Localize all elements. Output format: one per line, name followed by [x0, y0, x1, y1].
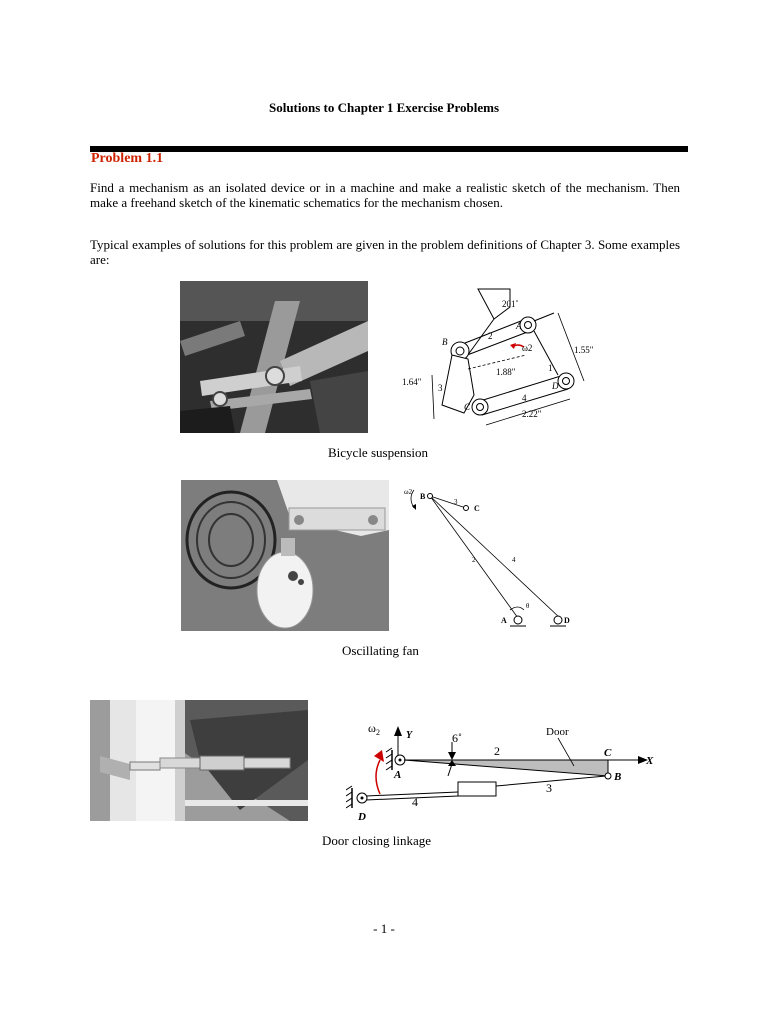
- oscillating-fan-photo: [181, 480, 389, 631]
- page-number: - 1 -: [373, 921, 395, 936]
- bicycle-dim-222: 2.22": [522, 409, 542, 419]
- solution-intro: Typical examples of solutions for this problem are given in the problem definitions of Chapter 3. Some examples are:: [90, 237, 680, 267]
- oscillating-fan-schematic: [400, 484, 580, 634]
- door-closer-photo: [90, 700, 308, 821]
- door-y-axis-label: Y: [406, 730, 413, 741]
- bicycle-dim-155: 1.55": [574, 345, 594, 355]
- fan-link-3: 3: [454, 498, 458, 506]
- bicycle-link-2: 2: [488, 331, 493, 341]
- fan-link-2: 2: [472, 556, 476, 564]
- bicycle-suspension-photo: [180, 281, 368, 433]
- bicycle-dim-188: 1.88": [496, 367, 516, 377]
- door-closing-caption: Door closing linkage: [322, 833, 432, 848]
- bicycle-link-4: 4: [522, 393, 527, 403]
- bicycle-link-3: 3: [438, 383, 443, 393]
- door-label-d: D: [358, 811, 366, 823]
- door-label-a: A: [394, 769, 402, 781]
- door-label-c: C: [604, 747, 612, 759]
- fan-label-c: C: [474, 504, 480, 513]
- fan-omega-label: ω2: [404, 488, 413, 496]
- fan-label-b: B: [420, 492, 426, 501]
- door-label-b: B: [614, 771, 622, 783]
- door-omega-label: ω: [368, 721, 376, 735]
- oscillating-fan-caption: Oscillating fan: [342, 643, 419, 658]
- bicycle-label-a: A: [516, 321, 522, 331]
- page-title: Solutions to Chapter 1 Exercise Problems: [268, 100, 500, 115]
- bicycle-dim-164: 1.64": [402, 377, 422, 387]
- bicycle-suspension-caption: Bicycle suspension: [328, 445, 429, 460]
- door-link-2: 2: [494, 744, 500, 758]
- door-label: Door: [546, 726, 569, 738]
- door-angle-label: 6˚: [452, 731, 462, 745]
- door-closing-schematic: [346, 720, 666, 825]
- bicycle-angle-label: 201˚: [502, 299, 519, 309]
- bicycle-label-c: C: [464, 402, 471, 412]
- bicycle-suspension-schematic: [398, 285, 610, 435]
- bicycle-link-1: 1: [548, 363, 553, 373]
- bicycle-label-d: D: [552, 381, 559, 391]
- fan-link-4: 4: [512, 556, 516, 564]
- bicycle-label-b: B: [442, 337, 448, 347]
- fan-label-d: D: [564, 616, 570, 625]
- heading-rule: [90, 146, 688, 152]
- door-link-4: 4: [412, 795, 418, 809]
- problem-statement: Find a mechanism as an isolated device or in a machine and make a realistic sketch of the mechanism. Then make a freehand sketch of the kinematic schematics for the mechanism chosen.: [90, 180, 680, 210]
- fan-label-a: A: [501, 616, 507, 625]
- bicycle-omega-label: ω2: [522, 343, 533, 353]
- door-link-3: 3: [546, 781, 552, 795]
- door-omega-subscript: 2: [376, 728, 380, 737]
- fan-theta-label: θ: [526, 602, 530, 610]
- problem-heading: Problem 1.1: [91, 151, 164, 166]
- door-x-axis-label: X: [646, 755, 654, 767]
